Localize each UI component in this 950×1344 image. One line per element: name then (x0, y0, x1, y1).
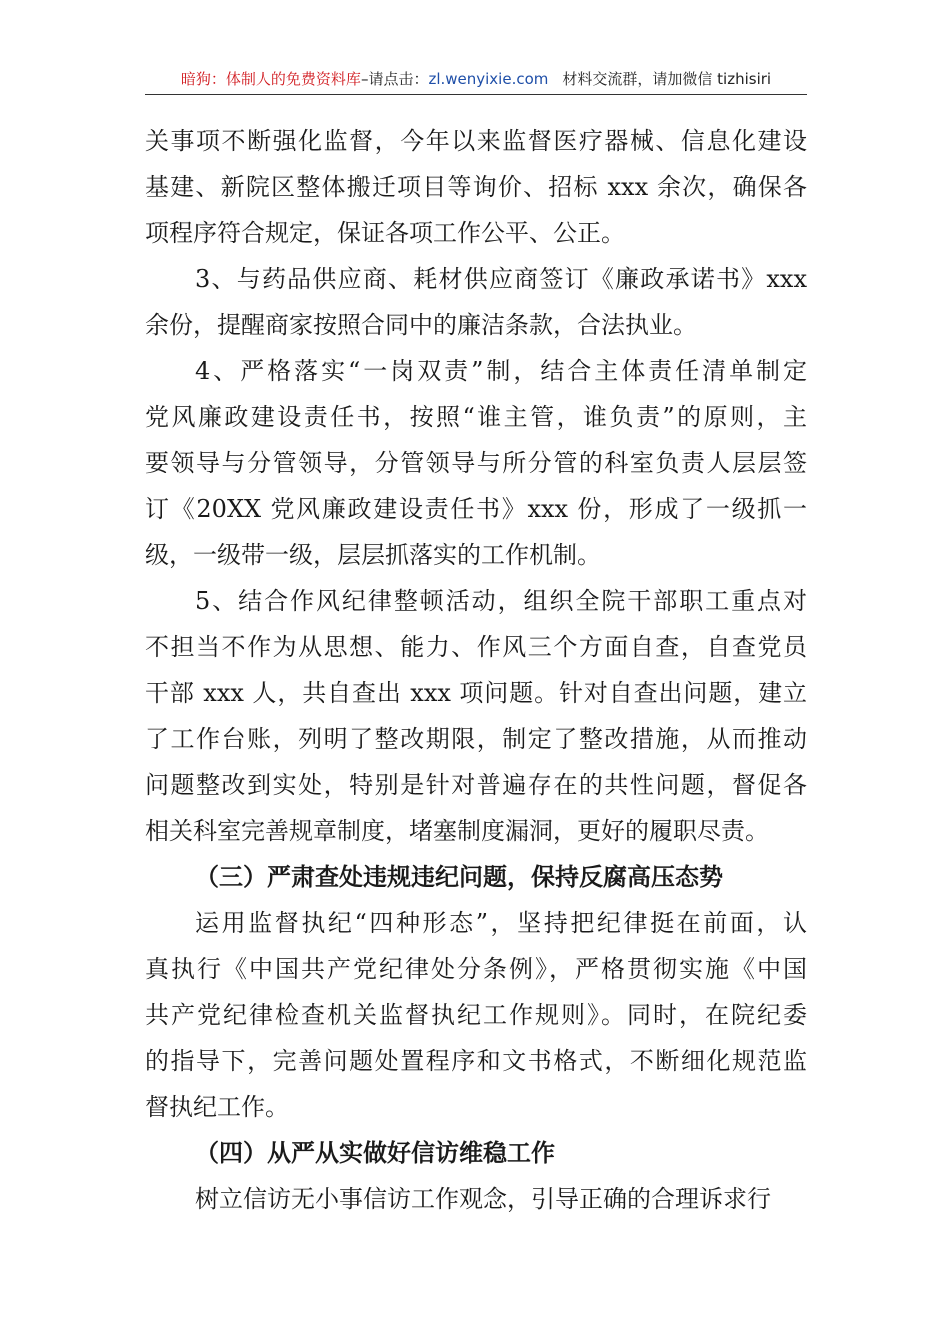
body-line: 了工作台账，列明了整改期限，制定了整改措施，从而推动 (145, 725, 807, 753)
body-line: 相关科室完善规章制度，堵塞制度漏洞，更好的履职尽责。 (145, 817, 769, 845)
body-line: 3、与药品供应商、耗材供应商签订《廉政承诺书》xxx (195, 265, 807, 293)
body-line: 干部 xxx 人，共自查出 xxx 项问题。针对自查出问题，建立 (145, 679, 807, 707)
body-line: 要领导与分管领导，分管领导与所分管的科室负责人层层签 (145, 449, 807, 477)
section-heading: （三）严肃查处违规违纪问题，保持反腐高压态势 (195, 862, 723, 891)
body-line: 5、结合作风纪律整顿活动，组织全院干部职工重点对 (195, 587, 807, 615)
body-line: 共产党纪律检查机关监督执纪工作规则》。同时，在院纪委 (145, 1001, 807, 1029)
header-brand: 暗狗：体制人的免费资料库 (180, 70, 361, 88)
body-line: 余份，提醒商家按照合同中的廉洁条款，合法执业。 (145, 311, 697, 339)
body-line: 树立信访无小事信访工作观念，引导正确的合理诉求行 (195, 1185, 771, 1213)
body-line: 真执行《中国共产党纪律处分条例》，严格贯彻实施《中国 (145, 955, 807, 983)
body-line: 问题整改到实处，特别是针对普遍存在的共性问题，督促各 (145, 771, 807, 799)
body-line: 运用监督执纪“四种形态”，坚持把纪律挺在前面，认 (195, 909, 807, 937)
body-line: 督执纪工作。 (145, 1093, 289, 1121)
body-line: 项程序符合规定，保证各项工作公平、公正。 (145, 219, 625, 247)
header-wechat-note: 材料交流群，请加微信 tizhisiri (562, 70, 772, 88)
body-line: 不担当不作为从思想、能力、作风三个方面自查，自查党员 (145, 633, 807, 661)
body-line: 订《20XX 党风廉政建设责任书》xxx 份，形成了一级抓一 (145, 495, 807, 523)
body-line: 的指导下，完善问题处置程序和文书格式，不断细化规范监 (145, 1047, 807, 1075)
body-line: 党风廉政建设责任书，按照“谁主管，谁负责”的原则，主 (145, 403, 807, 431)
body-line: 基建、新院区整体搬迁项目等询价、招标 xxx 余次，确保各 (145, 173, 807, 201)
header-url-link[interactable]: zl.wenyixie.com (428, 70, 549, 88)
page-header (145, 66, 807, 95)
header-click-prompt: –请点击： (360, 70, 429, 88)
body-line: 关事项不断强化监督，今年以来监督医疗器械、信息化建设 (145, 127, 807, 155)
body-line: 4、严格落实“一岗双责”制，结合主体责任清单制定 (195, 357, 807, 385)
section-heading: （四）从严从实做好信访维稳工作 (195, 1138, 555, 1167)
document-body (145, 118, 807, 1222)
body-line: 级，一级带一级，层层抓落实的工作机制。 (145, 541, 601, 569)
